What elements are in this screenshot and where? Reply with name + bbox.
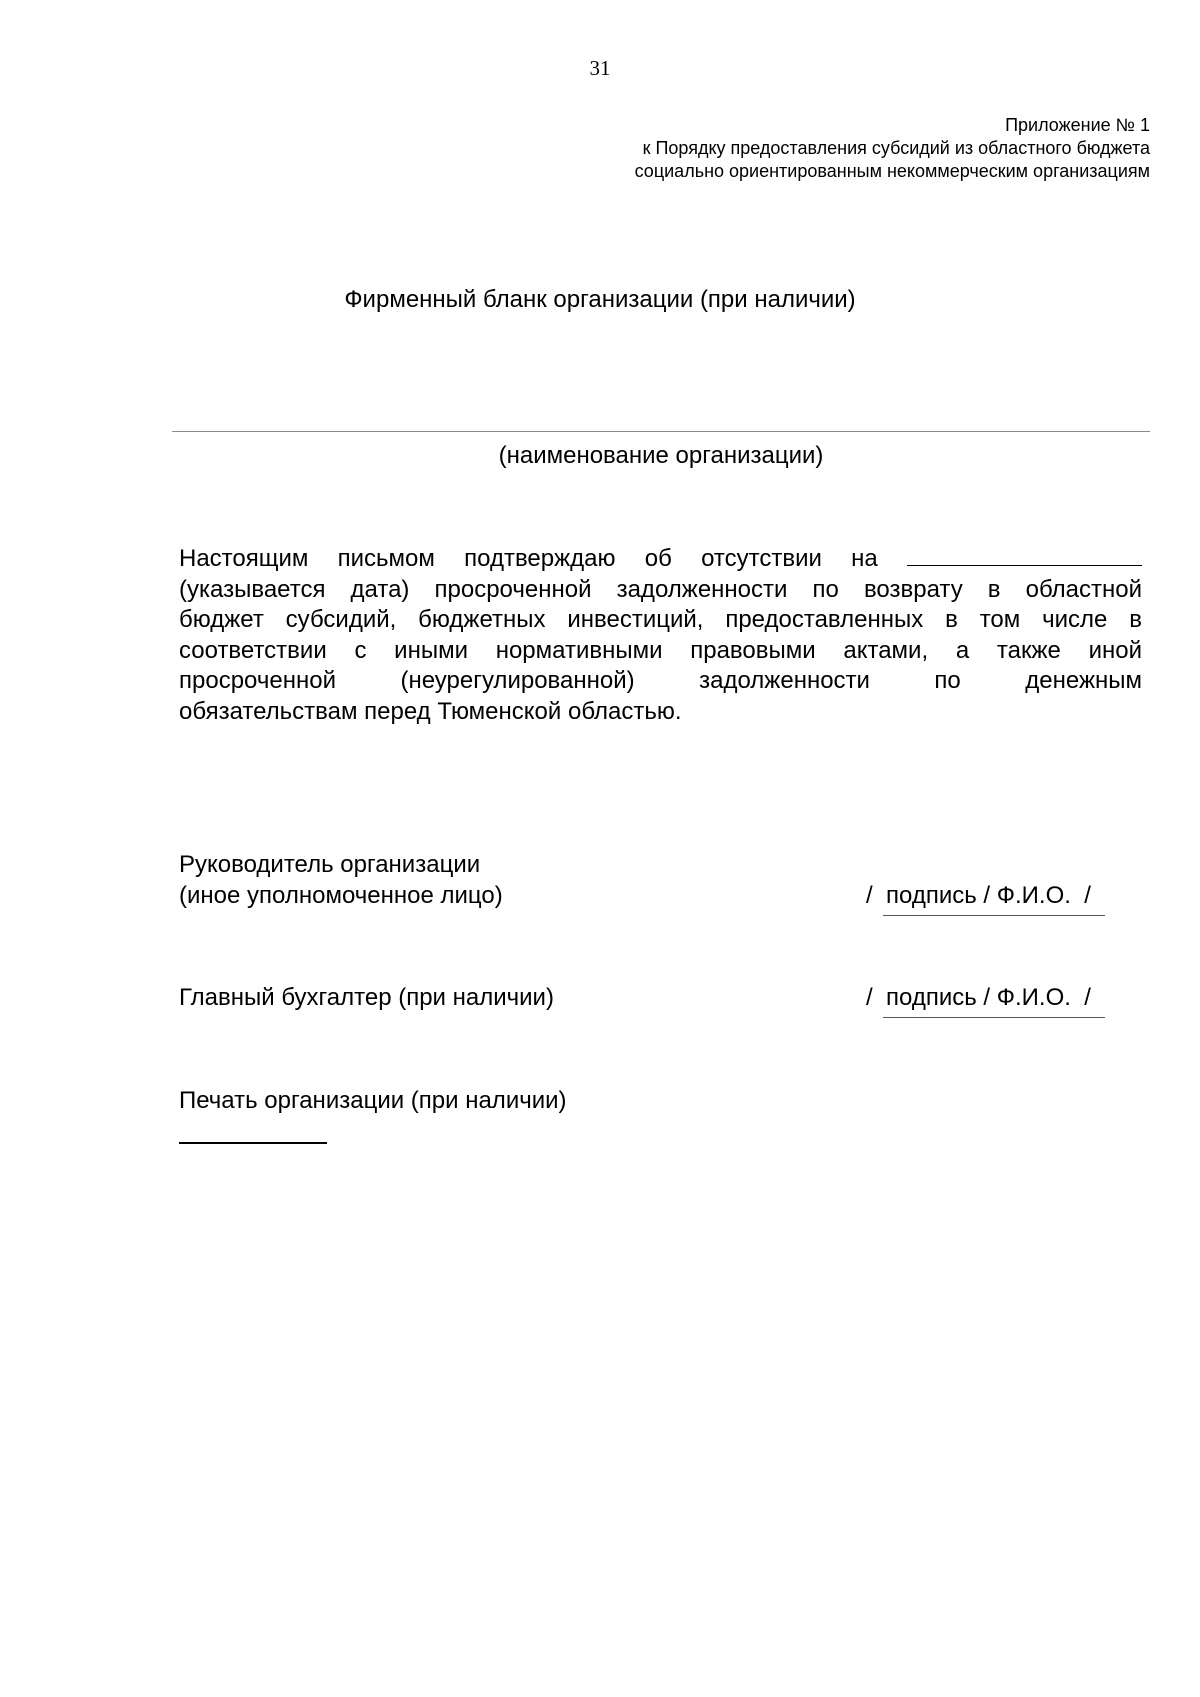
date-blank-field <box>907 543 1142 566</box>
organization-name-caption: (наименование организации) <box>498 442 824 469</box>
letter-body-line: соответствии с иными нормативными правовыми актами, а также иной <box>179 636 1142 664</box>
letter-body-text: Настоящим письмом подтверждаю об отсутствии на <box>179 545 878 572</box>
letter-body-line <box>179 543 1142 575</box>
appendix-subtitle-line2: социально ориентированным некоммерческим организациям <box>634 161 1150 181</box>
appendix-title: Приложение № 1 <box>1005 115 1150 135</box>
stamp-label: Печать организации (при наличии) <box>179 1087 567 1114</box>
accountant-label: Главный бухгалтер (при наличии) <box>179 984 554 1011</box>
head-signature-line <box>883 915 1105 916</box>
head-signature-placeholder: / подпись / Ф.И.О. / <box>866 882 1091 909</box>
letter-body-line: бюджет субсидий, бюджетных инвестиций, предоставленных в том числе в <box>179 606 1142 633</box>
accountant-signature-line <box>883 1017 1105 1018</box>
letter-body-line: обязательствам перед Тюменской областью. <box>179 697 682 725</box>
appendix-subtitle-line1: к Порядку предоставления субсидий из областного бюджета <box>642 138 1150 158</box>
head-label-line1: Руководитель организации <box>179 851 481 878</box>
letter-body-line: просроченной (неурегулированной) задолженности по денежным <box>179 667 1142 694</box>
letterhead-title: Фирменный бланк организации (при наличии) <box>344 286 856 313</box>
letter-body <box>179 543 1142 727</box>
letter-body-line: (указывается дата) просроченной задолженности по возврату в областной <box>179 575 1142 603</box>
stamp-line <box>179 1142 327 1144</box>
appendix-header <box>450 114 1150 183</box>
organization-name-line <box>172 431 1150 432</box>
page-number: 31 <box>589 56 611 80</box>
head-signatory-label <box>179 849 503 911</box>
accountant-signature-placeholder: / подпись / Ф.И.О. / <box>866 984 1091 1011</box>
head-label-line2: (иное уполномоченное лицо) <box>179 882 503 909</box>
